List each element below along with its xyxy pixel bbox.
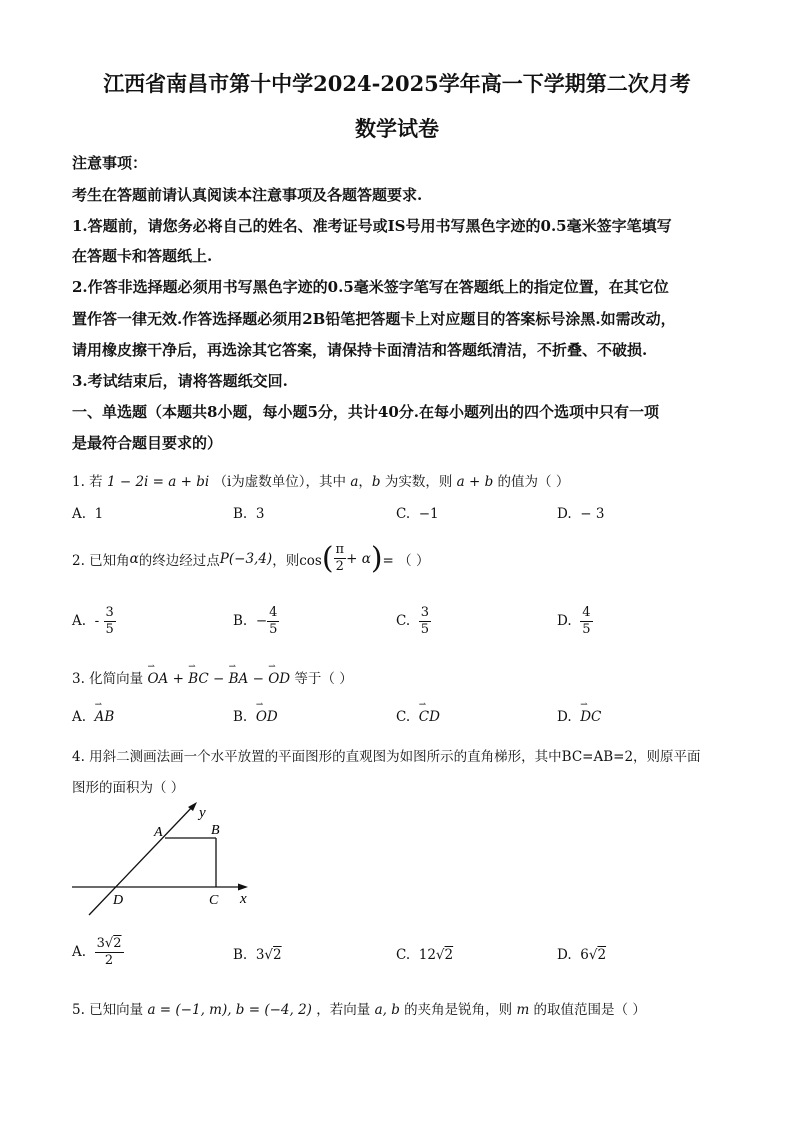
q3-vec-od: ⇀ OD xyxy=(268,671,290,687)
q2-option-a[interactable]: A. - $\frac{3}{5}$ xyxy=(72,605,114,637)
q2-fraction: $\frac{\pi}{2}$ xyxy=(335,542,345,574)
notes-item2-line2: 置作答一律无效.作答选择题必须用2B铅笔把答题卡上对应题目的答案标号涂黑.如需改动， xyxy=(72,310,676,328)
q3-option-a[interactable]: A. ⇀ AB xyxy=(72,709,114,725)
q2-option-d[interactable]: D. $\frac{4}{5}$ xyxy=(557,605,591,637)
q5-suffix: 的取值范围是（ ） xyxy=(533,1002,646,1018)
q1-equation: 1 − 2i = a + bi xyxy=(106,474,210,490)
q3-vec-oa: ⇀ OA xyxy=(147,671,168,687)
q3-vec-bc: ⇀ BC xyxy=(188,671,209,687)
q3-option-b[interactable]: B. ⇀ OD xyxy=(233,709,278,725)
q4-option-a[interactable]: A. $\frac{3√2}{2}$ xyxy=(72,936,122,968)
q1-expr: a + b xyxy=(456,474,494,490)
q2-alpha: α xyxy=(129,550,139,567)
q1-prefix: 1. 若 xyxy=(72,474,103,490)
q1-option-b[interactable]: B. 3 xyxy=(233,506,265,522)
question-2 xyxy=(72,541,429,576)
q1-mid2: 为实数，则 xyxy=(384,474,453,490)
page-subtitle: 数学试卷 xyxy=(355,116,439,141)
label-a: A xyxy=(154,825,163,840)
q5-var-m: m xyxy=(516,1002,530,1018)
q3-prefix: 3. 化简向量 xyxy=(72,671,144,687)
q5-prefix: 5. 已知向量 xyxy=(72,1002,144,1018)
q4-line2: 图形的面积为（ ） xyxy=(72,780,185,796)
question-1 xyxy=(72,470,569,490)
q3-suffix: 等于（ ） xyxy=(294,671,353,687)
q1-option-c[interactable]: C. −1 xyxy=(396,506,439,522)
label-c: C xyxy=(209,893,219,908)
notes-item2-line3: 请用橡皮擦干净后，再选涂其它答案，请保持卡面清洁和答题纸清洁，不折叠、不破损. xyxy=(72,341,648,359)
q2-left-paren: ( xyxy=(321,541,334,576)
label-y: y xyxy=(199,805,206,821)
q1-var-b: b xyxy=(371,474,381,490)
q1-option-a[interactable]: A. 1 xyxy=(72,506,104,522)
q4-option-d[interactable]: D. 6√2 xyxy=(557,947,607,963)
x-axis-arrow xyxy=(238,884,248,891)
q3-option-d[interactable]: D. ⇀ DC xyxy=(557,709,601,725)
q2-point: P(−3,4) xyxy=(219,550,273,567)
label-x: x xyxy=(240,891,247,907)
notes-item2-line1: 2.作答非选择题必须用书写黑色字迹的0.5毫米签字笔写在答题纸上的指定位置，在其它位 xyxy=(72,278,669,296)
notes-intro: 考生在答题前请认真阅读本注意事项及各题答题要求. xyxy=(72,186,423,204)
q2-right-paren: ) xyxy=(370,541,383,576)
q2-prefix: 2. 已知角 xyxy=(72,552,130,569)
label-b: B xyxy=(211,823,220,838)
q5-mid: ，若向量 xyxy=(316,1002,371,1018)
q1-sep: ， xyxy=(358,474,372,490)
q5-mid2: 的夹角是锐角，则 xyxy=(404,1002,513,1018)
q2-suffix: = （ ） xyxy=(382,552,430,569)
notes-heading: 注意事项： xyxy=(72,154,148,172)
notes-item1-line2: 在答题卡和答题纸上. xyxy=(72,247,213,265)
q2-plus-alpha: + α xyxy=(346,550,371,567)
notes-item1-line1: 1.答题前，请您务必将自己的姓名、准考证号或IS号用书写黑色字迹的0.5毫米签字笔填写 xyxy=(72,217,672,235)
q1-suffix: 的值为（ ） xyxy=(497,474,570,490)
q3-option-c[interactable]: C. ⇀ CD xyxy=(396,709,440,725)
q4-line1: 4. 用斜二测画法画一个水平放置的平面图形的直观图为如图所示的直角梯形，其中BC=AB=2，则原平面 xyxy=(72,749,701,765)
y-axis-line xyxy=(89,804,195,915)
notes-item3: 3.考试结束后，请将答题纸交回. xyxy=(72,372,288,390)
q4-option-b[interactable]: B. 3√2 xyxy=(233,947,282,963)
q2-option-c[interactable]: C. $\frac{3}{5}$ xyxy=(396,605,430,637)
q1-mid: （i为虚数单位），其中 xyxy=(213,474,347,490)
q2-mid: 的终边经过点 xyxy=(138,552,220,569)
q2-mid2: ，则cos xyxy=(272,552,322,569)
q5-pair: a, b xyxy=(374,1002,400,1018)
q2-option-b[interactable]: B. − $\frac{4}{5}$ xyxy=(233,605,278,637)
section1-line1: 一、单选题（本题共8小题，每小题5分，共计40分.在每小题列出的四个选项中只有一项 xyxy=(72,403,659,421)
label-d: D xyxy=(113,893,124,908)
q1-var-a: a xyxy=(350,474,359,490)
q5-vectors: a = (−1, m), b = (−4, 2) xyxy=(147,1002,312,1018)
q3-vec-ba: ⇀ BA xyxy=(229,671,249,687)
q1-option-d[interactable]: D. − 3 xyxy=(557,506,605,522)
section1-line2: 是最符合题目要求的） xyxy=(72,434,223,452)
q4-option-c[interactable]: C. 12√2 xyxy=(396,947,454,963)
page-title: 江西省南昌市第十中学2024-2025学年高一下学期第二次月考 xyxy=(103,71,691,96)
q4-trapezoid-figure xyxy=(68,800,258,925)
question-5 xyxy=(72,998,646,1018)
question-3: 3. 化简向量 ⇀ OA + ⇀ BC − ⇀ BA − ⇀ OD 等于（ ） xyxy=(72,667,353,687)
